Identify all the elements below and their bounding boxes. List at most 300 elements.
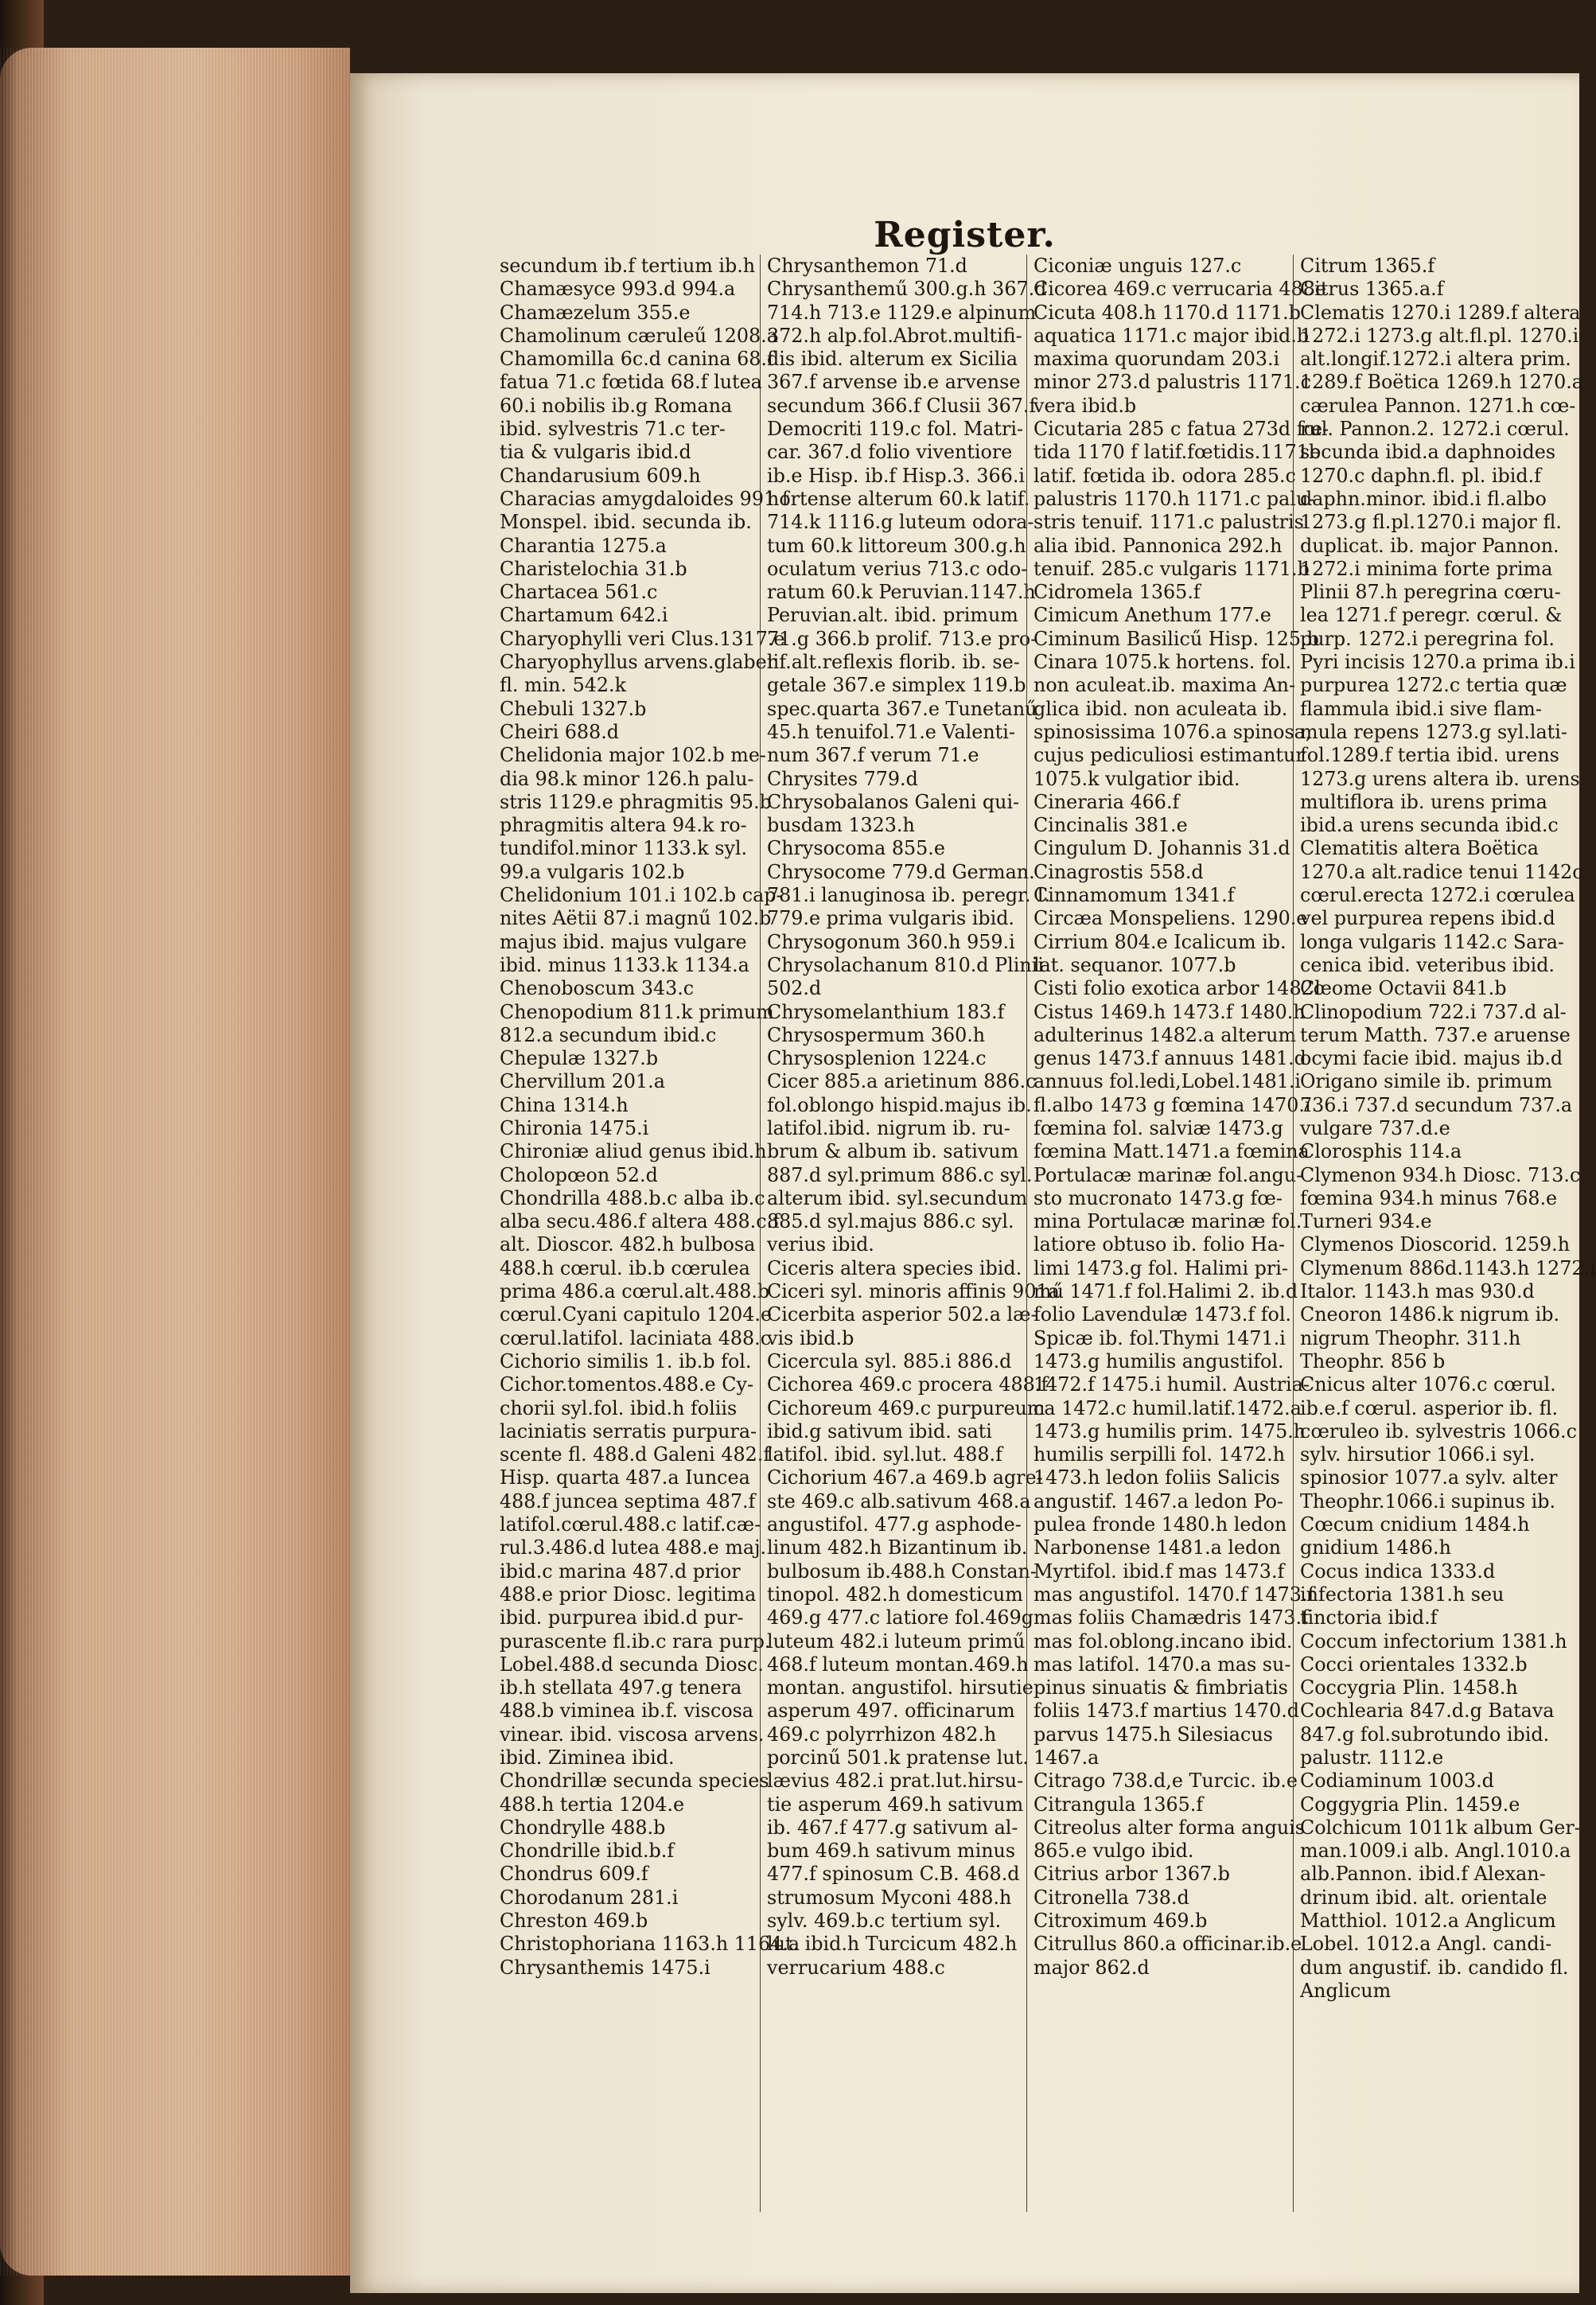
index-entry-line: secundum ib.f tertium ib.h — [500, 255, 756, 277]
index-entry-line: ib.e Hisp. ib.f Hisp.3. 366.i — [767, 464, 1026, 487]
index-entry-line: Portulacæ marinæ fol.angu- — [1034, 1163, 1303, 1186]
index-entry-line: Cicer 885.a arietinum 886.c — [767, 1070, 1037, 1093]
index-entry-line: 736.i 737.d secundum 737.a — [1300, 1093, 1573, 1116]
index-entry-line: brum & album ib. sativum — [767, 1140, 1019, 1163]
index-entry-line: Clymenos Dioscorid. 1259.h — [1300, 1233, 1571, 1256]
index-entry-line: stris tenuif. 1171.c palustris — [1034, 511, 1304, 534]
index-entry-line: Citrago 738.d,e Turcic. ib.e — [1034, 1770, 1298, 1793]
index-entry-line: Chamomilla 6c.d canina 68.f — [500, 348, 774, 371]
index-entry-line: Chervillum 201.a — [500, 1070, 665, 1093]
index-entry-line: fœmina 934.h minus 768.e — [1300, 1186, 1558, 1209]
index-entry-line: sylv. 469.b.c tertium syl. — [767, 1910, 1002, 1933]
index-entry-line: Ciceris altera species ibid. — [767, 1256, 1022, 1279]
index-entry-line: bulbosum ib.488.h Constan- — [767, 1559, 1037, 1583]
index-entry-line: Citrullus 860.a officinar.ib.e — [1034, 1933, 1302, 1956]
index-entry-line: ib. 467.f 477.g sativum al- — [767, 1816, 1018, 1839]
index-entry-line: folio Lavendulæ 1473.f fol. — [1034, 1303, 1292, 1326]
index-entry-line: lut. ibid.h Turcicum 482.h — [767, 1933, 1018, 1956]
index-entry-line: alt.longif.1272.i altera prim. — [1300, 348, 1571, 371]
index-entry-line: 885.d syl.majus 886.c syl. — [767, 1210, 1014, 1233]
index-entry-line: ib.h stellata 497.g tenera — [500, 1676, 742, 1700]
index-entry-line: Chartacea 561.c — [500, 581, 658, 604]
index-entry-line: Citrius arbor 1367.b — [1034, 1863, 1230, 1886]
index-entry-line: Chandarusium 609.h — [500, 464, 701, 487]
index-entry-line: mas latifol. 1470.a mas su- — [1034, 1653, 1291, 1676]
index-entry-line: Anglicum — [1300, 1979, 1392, 2002]
index-entry-line: alia ibid. Pannonica 292.h — [1034, 534, 1283, 557]
index-entry-line: tie asperum 469.h sativum — [767, 1793, 1024, 1816]
index-entry-line: oculatum verius 713.c odo- — [767, 557, 1028, 580]
index-entry-line: majus ibid. majus vulgare — [500, 930, 747, 953]
index-entry-line: ibid. Ziminea ibid. — [500, 1746, 675, 1769]
index-entry-line: Chrysanthemon 71.d — [767, 255, 967, 277]
index-entry-line: ratum 60.k Peruvian.1147.h — [767, 581, 1036, 604]
index-entry-line: Lobel.488.d secunda Diosc. — [500, 1653, 764, 1676]
index-entry-line: 1075.k vulgatior ibid. — [1034, 767, 1240, 790]
index-entry-line: cenica ibid. veteribus ibid. — [1300, 953, 1555, 976]
index-entry-line: lea 1271.f peregr. cœrul. & — [1300, 604, 1563, 627]
index-entry-line: Lobel. 1012.a Angl. candi- — [1300, 1933, 1552, 1956]
index-entry-line: 1273.g fl.pl.1270.i major fl. — [1300, 511, 1562, 534]
index-entry-line: 1273.g urens altera ib. urens — [1300, 767, 1580, 790]
index-entry-line: Cocci orientales 1332.b — [1300, 1653, 1528, 1676]
index-entry-line: annuus fol.ledi,Lobel.1481.i — [1034, 1070, 1302, 1093]
index-entry-line: Theophr.1066.i supinus ib. — [1300, 1489, 1556, 1513]
index-entry-line: Narbonense 1481.a ledon — [1034, 1536, 1281, 1559]
index-entry-line: Clymenum 886d.1143.h 1272.i — [1300, 1256, 1596, 1279]
index-entry-line: minor 273.d palustris 1171.c — [1034, 371, 1311, 394]
index-entry-line: laciniatis serratis purpura- — [500, 1419, 757, 1443]
index-entry-line: Citrum 1365.f — [1300, 255, 1435, 277]
index-entry-line: nigrum Theophr. 311.h — [1300, 1326, 1521, 1349]
index-entry-line: ibid.g sativum ibid. sati — [767, 1419, 992, 1443]
index-entry-line: Ciminum Basilicű Hisp. 125.b — [1034, 627, 1319, 650]
index-entry-line: Chrysospermum 360.h — [767, 1023, 986, 1046]
index-entry-line: Plinii 87.h peregrina cœru- — [1300, 581, 1561, 604]
index-entry-line: 887.d syl.primum 886.c syl. — [767, 1163, 1033, 1186]
index-entry-line: latiore obtuso ib. folio Ha- — [1034, 1233, 1286, 1256]
index-entry-line: vulgare 737.d.e — [1300, 1116, 1450, 1139]
index-entry-line: 1270.c daphn.fl. pl. ibid.f — [1300, 464, 1541, 487]
index-entry-line: 488.b viminea ib.f. viscosa — [500, 1700, 753, 1723]
index-entry-line: nites Aëtii 87.i magnű 102.b — [500, 907, 772, 930]
index-entry-line: man.1009.i alb. Angl.1010.a — [1300, 1840, 1571, 1863]
index-entry-line: gnidium 1486.h — [1300, 1536, 1451, 1559]
index-entry-line: Theophr. 856 b — [1300, 1349, 1446, 1372]
index-entry-line: Chepulæ 1327.b — [500, 1047, 659, 1070]
index-entry-line: Citrus 1365.a.f — [1300, 278, 1444, 301]
index-entry-line: purascente fl.ib.c rara purp. — [500, 1629, 771, 1653]
index-entry-line: verrucarium 488.c — [767, 1956, 945, 1979]
index-entry-line: Chartamum 642.i — [500, 604, 668, 627]
index-entry-line: Clinopodium 722.i 737.d al- — [1300, 1000, 1567, 1023]
index-entry-line: linum 482.h Bizantinum ib. — [767, 1536, 1028, 1559]
index-entry-line: alterum ibid. syl.secundum — [767, 1186, 1028, 1209]
index-entry-line: 1272.i 1273.g alt.fl.pl. 1270.i — [1300, 324, 1579, 347]
index-entry-line: lif.alt.reflexis florib. ib. se- — [767, 651, 1020, 674]
index-entry-line: Chironiæ aliud genus ibid.h — [500, 1140, 767, 1163]
index-entry-line: 372.h alp.fol.Abrot.multifi- — [767, 324, 1022, 347]
index-entry-line: Origano simile ib. primum — [1300, 1070, 1553, 1093]
index-entry-line: 714.k 1116.g luteum odora- — [767, 511, 1034, 534]
index-entry-line: Cochlearia 847.d.g Batava — [1300, 1700, 1555, 1723]
index-entry-line: China 1314.h — [500, 1093, 629, 1116]
index-entry-line: 45.h tenuifol.71.e Valenti- — [767, 720, 1015, 743]
index-entry-line: foliis 1473.f martius 1470.d — [1034, 1700, 1300, 1723]
index-entry-line: drinum ibid. alt. orientale — [1300, 1886, 1547, 1909]
index-entry-line: 469.g 477.c latiore fol.469g — [767, 1606, 1034, 1629]
index-entry-line: mas foliis Chamædris 1473.f — [1034, 1606, 1309, 1629]
index-entry-line: spinosissima 1076.a spinosa, — [1034, 720, 1312, 743]
index-entry-line: Chebuli 1327.b — [500, 697, 647, 720]
index-entry-line: Italor. 1143.h mas 930.d — [1300, 1280, 1535, 1303]
index-entry-line: Cheiri 688.d — [500, 720, 619, 743]
index-entry-line: Christophoriana 1163.h 1164.a — [500, 1933, 800, 1956]
index-entry-line: Cimicum Anethum 177.e — [1034, 604, 1271, 627]
index-entry-line: num 367.f verum 71.e — [767, 744, 979, 767]
index-entry-line: Characias amygdaloides 991 f — [500, 487, 789, 510]
index-entry-line: luteum 482.i luteum primű — [767, 1629, 1026, 1653]
index-entry-line: Charantia 1275.a — [500, 534, 667, 557]
index-entry-line: 488.h tertia 1204.e — [500, 1793, 685, 1816]
index-entry-line: montan. angustifol. hirsutie — [767, 1676, 1034, 1700]
index-entry-line: Democriti 119.c fol. Matri- — [767, 418, 1024, 441]
index-entry-line: Cicorea 469.c verrucaria 488e — [1034, 278, 1326, 301]
index-entry-line: Cisti folio exotica arbor 1482c — [1034, 977, 1325, 1000]
index-entry-line: palustris 1170.h 1171.c palu- — [1034, 487, 1315, 510]
register-column-3 — [1026, 255, 1329, 2212]
index-entry-line: Chelidonium 101.i 102.b cap- — [500, 884, 783, 907]
index-entry-line: Chelidonia major 102.b me- — [500, 744, 766, 767]
index-entry-line: Charyophyllus arvens.glaber — [500, 651, 777, 674]
index-entry-line: 865.e vulgo ibid. — [1034, 1840, 1194, 1863]
index-entry-line: cœrul.Cyani capitulo 1204.e — [500, 1303, 773, 1326]
index-entry-line: tinopol. 482.h domesticum — [767, 1583, 1023, 1606]
index-entry-line: Coggygria Plin. 1459.e — [1300, 1793, 1520, 1816]
index-entry-line: Citroximum 469.b — [1034, 1910, 1208, 1933]
index-entry-line: Chamæzelum 355.e — [500, 301, 691, 324]
index-entry-line: Cichorium 467.a 469.b agre- — [767, 1466, 1043, 1489]
index-entry-line: 488.e prior Diosc. legitima — [500, 1583, 757, 1606]
index-entry-line: lat. sequanor. 1077.b — [1034, 953, 1236, 976]
index-entry-line: 781.i lanuginosa ib. peregr. I. — [767, 884, 1050, 907]
index-entry-line: mula repens 1273.g syl.lati- — [1300, 720, 1567, 743]
index-entry-line: Chrysomelanthium 183.f — [767, 1000, 1005, 1023]
index-entry-line: Ciceri syl. minoris affinis 901a — [767, 1280, 1060, 1303]
index-entry-line: 469.c polyrrhizon 482.h — [767, 1723, 997, 1746]
index-entry-line: longa vulgaris 1142.c Sara- — [1300, 930, 1564, 953]
index-entry-line: tia & vulgaris ibid.d — [500, 441, 691, 464]
index-entry-line: Cnicus alter 1076.c cœrul. — [1300, 1373, 1556, 1396]
index-entry-line: Cinnamomum 1341.f — [1034, 884, 1235, 907]
index-entry-line: Chrysogonum 360.h 959.i — [767, 930, 1015, 953]
index-entry-line: fl.albo 1473 g fœmina 1470.i — [1034, 1093, 1311, 1116]
index-entry-line: Clymenon 934.h Diosc. 713.c — [1300, 1163, 1581, 1186]
index-entry-line: Cholopœon 52.d — [500, 1163, 658, 1186]
index-entry-line: prima 486.a cœrul.alt.488.b — [500, 1280, 770, 1303]
index-entry-line: alb.Pannon. ibid.f Alexan- — [1300, 1863, 1546, 1886]
index-entry-line: 1270.a alt.radice tenui 1142c — [1300, 860, 1583, 883]
index-entry-line: Codiaminum 1003.d — [1300, 1770, 1494, 1793]
index-entry-line: hortense alterum 60.k latif. — [767, 487, 1030, 510]
index-entry-line: 477.f spinosum C.B. 468.d — [767, 1863, 1020, 1886]
index-entry-line: multiflora ib. urens prima — [1300, 790, 1547, 813]
index-entry-line: 99.a vulgaris 102.b — [500, 860, 685, 883]
index-entry-line: cujus pediculiosi estimantur — [1034, 744, 1305, 767]
index-entry-line: cœruleo ib. sylvestris 1066.c — [1300, 1419, 1577, 1443]
index-entry-line: 1472.f 1475.i humil. Austria- — [1034, 1373, 1310, 1396]
index-entry-line: mas angustifol. 1470.f 1473.f — [1034, 1583, 1315, 1606]
index-entry-line: fœmina fol. salviæ 1473.g — [1034, 1116, 1283, 1139]
index-entry-line: non aculeat.ib. maxima An- — [1034, 674, 1296, 697]
index-entry-line: limi 1473.g fol. Halimi pri- — [1034, 1256, 1288, 1279]
index-entry-line: Chrysosplenion 1224.c — [767, 1047, 987, 1070]
index-entry-line: asperum 497. officinarum — [767, 1700, 1015, 1723]
index-entry-line: mű 1471.f fol.Halimi 2. ib.d — [1034, 1280, 1298, 1303]
index-entry-line: purp. 1272.i peregrina fol. — [1300, 627, 1555, 650]
index-entry-line: Cicerbita asperior 502.a læ- — [767, 1303, 1037, 1326]
index-entry-line: mas fol.oblong.incano ibid. — [1034, 1629, 1293, 1653]
index-entry-line: aquatica 1171.c major ibid.b — [1034, 324, 1310, 347]
index-entry-line: 1272.i minima forte prima — [1300, 557, 1553, 580]
index-entry-line: Cichorio similis 1. ib.b fol. — [500, 1349, 752, 1372]
index-entry-line: Chrysocome 779.d German. — [767, 860, 1035, 883]
index-entry-line: Charyophylli veri Clus.1317.e — [500, 627, 785, 650]
index-entry-line: Clematitis altera Boëtica — [1300, 837, 1539, 860]
index-entry-line: spinosior 1077.a sylv. alter — [1300, 1466, 1558, 1489]
index-entry-line: 812.a secundum ibid.c — [500, 1023, 717, 1046]
index-entry-line: 1289.f Boëtica 1269.h 1270.a — [1300, 371, 1583, 394]
index-entry-line: Circæa Monspeliens. 1290.e — [1034, 907, 1308, 930]
index-entry-line: Chamolinum cæruleű 1208.a — [500, 324, 778, 347]
index-entry-line: Cineraria 466.f — [1034, 790, 1180, 813]
index-entry-line: fol.oblongo hispid.majus ib. — [767, 1093, 1032, 1116]
index-entry-line: purpurea 1272.c tertia quæ — [1300, 674, 1567, 697]
index-entry-line: major 862.d — [1034, 1956, 1150, 1979]
index-entry-line: ibid.a urens secunda ibid.c — [1300, 814, 1559, 837]
index-entry-line: Chrysolachanum 810.d Plinii — [767, 953, 1044, 976]
index-entry-line: Cistus 1469.h 1473.f 1480.h — [1034, 1000, 1306, 1023]
index-entry-line: chorii syl.fol. ibid.h foliis — [500, 1396, 738, 1419]
index-entry-line: spec.quarta 367.e Tunetanű — [767, 697, 1037, 720]
index-entry-line: Clorosphis 114.a — [1300, 1140, 1462, 1163]
index-entry-line: sto mucronato 1473.g fœ- — [1034, 1186, 1283, 1209]
index-entry-line: Cocus indica 1333.d — [1300, 1559, 1496, 1583]
index-entry-line: ca 1472.c humil.latif.1472.a — [1034, 1396, 1302, 1419]
index-entry-line: 714.h 713.e 1129.e alpinum — [767, 301, 1037, 324]
index-entry-line: sylv. hirsutior 1066.i syl. — [1300, 1443, 1536, 1466]
index-entry-line: fol.1289.f tertia ibid. urens — [1300, 744, 1559, 767]
index-entry-line: Cleome Octavii 841.b — [1300, 977, 1507, 1000]
index-entry-line: palustr. 1112.e — [1300, 1746, 1444, 1769]
index-entry-line: genus 1473.f annuus 1481.d — [1034, 1047, 1306, 1070]
index-entry-line: Cinara 1075.k hortens. fol. — [1034, 651, 1292, 674]
index-entry-line: Cicutaria 285 c fatua 273d fœ- — [1034, 418, 1329, 441]
index-entry-line: dum angustif. ib. candido fl. — [1300, 1956, 1569, 1979]
index-entry-line: infectoria 1381.h seu — [1300, 1583, 1505, 1606]
index-entry-line: vel purpurea repens ibid.d — [1300, 907, 1555, 930]
index-entry-line: Cichoreum 469.c purpureum — [767, 1396, 1045, 1419]
index-entry-line: Matthiol. 1012.a Anglicum — [1300, 1910, 1556, 1933]
index-entry-line: vera ibid.b — [1034, 394, 1137, 417]
index-entry-line: Pyri incisis 1270.a prima ib.i — [1300, 651, 1575, 674]
index-entry-line: 1473.g humilis angustifol. — [1034, 1349, 1284, 1372]
index-entry-line: tinctoria ibid.f — [1300, 1606, 1438, 1629]
index-entry-line: porcinű 501.k pratense lut. — [767, 1746, 1029, 1769]
index-entry-line: stris 1129.e phragmitis 95.b — [500, 790, 772, 813]
index-entry-line: tundifol.minor 1133.k syl. — [500, 837, 748, 860]
index-entry-line: daphn.minor. ibid.i fl.albo — [1300, 487, 1547, 510]
index-entry-line: ibid.c marina 487.d prior — [500, 1559, 741, 1583]
index-entry-line: terum Matth. 737.e aruense — [1300, 1023, 1571, 1046]
index-entry-line: Chenoboscum 343.c — [500, 977, 695, 1000]
index-entry-line: Coccygria Plin. 1458.h — [1300, 1676, 1518, 1700]
index-entry-line: ibid. minus 1133.k 1134.a — [500, 953, 749, 976]
index-entry-line: Cicercula syl. 885.i 886.d — [767, 1349, 1012, 1372]
index-entry-line: 1467.a — [1034, 1746, 1100, 1769]
index-entry-line: strumosum Myconi 488.h — [767, 1886, 1012, 1909]
index-entry-line: Ciconiæ unguis 127.c — [1034, 255, 1242, 277]
index-entry-line: 367.f arvense ib.e arvense — [767, 371, 1021, 394]
index-entry-line: mina Portulacæ marinæ fol. — [1034, 1210, 1302, 1233]
index-entry-line: Chondrille ibid.b.f — [500, 1840, 675, 1863]
index-entry-line: latifol.ibid. nigrum ib. ru- — [767, 1116, 1010, 1139]
index-entry-line: Hisp. quarta 487.a Iuncea — [500, 1466, 750, 1489]
index-entry-line: 1473.g humilis prim. 1475.h — [1034, 1419, 1306, 1443]
index-entry-line: ib.e.f cœrul. asperior ib. fl. — [1300, 1396, 1559, 1419]
index-entry-line: cœrul.latifol. laciniata 488.c — [500, 1326, 772, 1349]
index-entry-line: 468.f luteum montan.469.h — [767, 1653, 1029, 1676]
index-entry-line: cœrul.erecta 1272.i cœrulea — [1300, 884, 1575, 907]
index-entry-line: rul. Pannon.2. 1272.i cœrul. — [1300, 418, 1570, 441]
index-entry-line: Chironia 1475.i — [500, 1116, 649, 1139]
index-entry-line: latifol.cœrul.488.c latif.cæ- — [500, 1513, 761, 1536]
index-entry-line: Cneoron 1486.k nigrum ib. — [1300, 1303, 1560, 1326]
index-entry-line: Cirrium 804.e Icalicum ib. — [1034, 930, 1287, 953]
index-entry-line: Chrysites 779.d — [767, 767, 918, 790]
index-entry-line: Chondrilla 488.b.c alba ib.c — [500, 1186, 765, 1209]
index-entry-line: pinus sinuatis & fimbriatis — [1034, 1676, 1288, 1700]
index-entry-line: Cœcum cnidium 1484.h — [1300, 1513, 1530, 1536]
index-entry-line: Turneri 934.e — [1300, 1210, 1432, 1233]
index-entry-line: Cinagrostis 558.d — [1034, 860, 1204, 883]
index-entry-line: ibid. sylvestris 71.c ter- — [500, 418, 726, 441]
book-page — [350, 73, 1596, 2293]
index-entry-line: duplicat. ib. major Pannon. — [1300, 534, 1559, 557]
index-entry-line: 60.i nobilis ib.g Romana — [500, 394, 733, 417]
index-entry-line: angustif. 1467.a ledon Po- — [1034, 1489, 1283, 1513]
index-entry-line: Chrysanthemis 1475.i — [500, 1956, 710, 1979]
index-entry-line: fatua 71.c fœtida 68.f lutea — [500, 371, 762, 394]
index-entry-line: ocymi facie ibid. majus ib.d — [1300, 1047, 1563, 1070]
index-entry-line: getale 367.e simplex 119.b — [767, 674, 1026, 697]
index-entry-line: Chondrillæ secunda species — [500, 1770, 769, 1793]
index-entry-line: Myrtifol. ibid.f mas 1473.f — [1034, 1559, 1285, 1583]
index-entry-line: cærulea Pannon. 1271.h cœ- — [1300, 394, 1576, 417]
index-entry-line: Cidromela 1365.f — [1034, 581, 1201, 604]
index-entry-line: Cingulum D. Johannis 31.d — [1034, 837, 1290, 860]
index-entry-line: phragmitis altera 94.k ro- — [500, 814, 747, 837]
index-entry-line: Citronella 738.d — [1034, 1886, 1189, 1909]
index-entry-line: alba secu.486.f altera 488.c.f — [500, 1210, 780, 1233]
index-entry-line: 488.f juncea septima 487.f — [500, 1489, 756, 1513]
index-entry-line: busdam 1323.h — [767, 814, 915, 837]
index-entry-line: Clematis 1270.i 1289.f altera — [1300, 301, 1581, 324]
index-entry-line: Cicuta 408.h 1170.d 1171.b — [1034, 301, 1301, 324]
page-block-edge — [0, 48, 350, 2276]
index-entry-line: dis ibid. alterum ex Sicilia — [767, 348, 1018, 371]
index-entry-line: pulea fronde 1480.h ledon — [1034, 1513, 1287, 1536]
index-entry-line: vis ibid.b — [767, 1326, 854, 1349]
index-entry-line: secunda ibid.a daphnoides — [1300, 441, 1556, 464]
index-entry-line: 779.e prima vulgaris ibid. — [767, 907, 1014, 930]
index-entry-line: Chrysocoma 855.e — [767, 837, 945, 860]
index-entry-line: Charistelochia 31.b — [500, 557, 687, 580]
index-entry-line: tida 1170 f latif.fœtidis.1171b — [1034, 441, 1322, 464]
index-entry-line: Chondrus 609.f — [500, 1863, 648, 1886]
index-entry-line: 847.g fol.subrotundo ibid. — [1300, 1723, 1550, 1746]
page-header: Register. — [874, 215, 1056, 255]
index-entry-line: bum 469.h sativum minus — [767, 1840, 1016, 1863]
index-entry-line: tenuif. 285.c vulgaris 1171.b — [1034, 557, 1310, 580]
index-entry-line: dia 98.k minor 126.h palu- — [500, 767, 754, 790]
index-entry-line: Monspel. ibid. secunda ib. — [500, 511, 752, 534]
index-entry-line: latif. fœtida ib. odora 285.c — [1034, 464, 1296, 487]
index-entry-line: parvus 1475.h Silesiacus — [1034, 1723, 1273, 1746]
index-entry-line: glica ibid. non aculeata ib. — [1034, 697, 1288, 720]
index-entry-line: flammula ibid.i sive flam- — [1300, 697, 1542, 720]
register-column-4 — [1293, 255, 1596, 2212]
index-entry-line: Chamæsyce 993.d 994.a — [500, 278, 736, 301]
index-entry-line: Chrysobalanos Galeni qui- — [767, 790, 1020, 813]
index-entry-line: Spicæ ib. fol.Thymi 1471.i — [1034, 1326, 1286, 1349]
index-entry-line: 71.g 366.b prolif. 713.e pro- — [767, 627, 1037, 650]
index-entry-line: latifol. ibid. syl.lut. 488.f — [767, 1443, 1002, 1466]
index-entry-line: maxima quorundam 203.i — [1034, 348, 1280, 371]
index-entry-line: Cichorea 469.c procera 488.f — [767, 1373, 1049, 1396]
index-entry-line: Cincinalis 381.e — [1034, 814, 1188, 837]
index-entry-line: vinear. ibid. viscosa arvens. — [500, 1723, 765, 1746]
register-column-2 — [760, 255, 1060, 2212]
index-entry-line: Chrysanthemű 300.g.h 367.d — [767, 278, 1047, 301]
index-entry-line: secundum 366.f Clusii 367.f — [767, 394, 1037, 417]
index-entry-line: Peruvian.alt. ibid. primum — [767, 604, 1018, 627]
index-entry-line: 1473.h ledon foliis Salicis — [1034, 1466, 1280, 1489]
index-entry-line: ste 469.c alb.sativum 468.a — [767, 1489, 1031, 1513]
index-entry-line: scente fl. 488.d Galeni 482.f — [500, 1443, 771, 1466]
index-entry-line: alt. Dioscor. 482.h bulbosa — [500, 1233, 756, 1256]
index-entry-line: Citrangula 1365.f — [1034, 1793, 1204, 1816]
index-entry-line: 502.d — [767, 977, 822, 1000]
index-entry-line: rul.3.486.d lutea 488.e maj. — [500, 1536, 767, 1559]
index-entry-line: Chenopodium 811.k primum — [500, 1000, 774, 1023]
index-entry-line: Chondrylle 488.b — [500, 1816, 666, 1839]
index-entry-line: Chorodanum 281.i — [500, 1886, 679, 1909]
index-entry-line: 488.h cœrul. ib.b cœrulea — [500, 1256, 750, 1279]
index-entry-line: adulterinus 1482.a alterum — [1034, 1023, 1297, 1046]
index-entry-line: tum 60.k littoreum 300.g.h — [767, 534, 1026, 557]
index-entry-line: fl. min. 542.k — [500, 674, 627, 697]
index-entry-line: ibid. purpurea ibid.d pur- — [500, 1606, 744, 1629]
index-entry-line: lævius 482.i prat.lut.hirsu- — [767, 1770, 1024, 1793]
index-entry-line: humilis serpilli fol. 1472.h — [1034, 1443, 1286, 1466]
index-entry-line: Citreolus alter forma anguis — [1034, 1816, 1305, 1839]
index-entry-line: fœmina Matt.1471.a fœmina — [1034, 1140, 1310, 1163]
index-entry-line: Coccum infectorium 1381.h — [1300, 1629, 1567, 1653]
index-entry-line: angustifol. 477.g asphode- — [767, 1513, 1022, 1536]
index-entry-line: Cichor.tomentos.488.e Cy- — [500, 1373, 753, 1396]
register-columns — [493, 255, 1596, 2212]
